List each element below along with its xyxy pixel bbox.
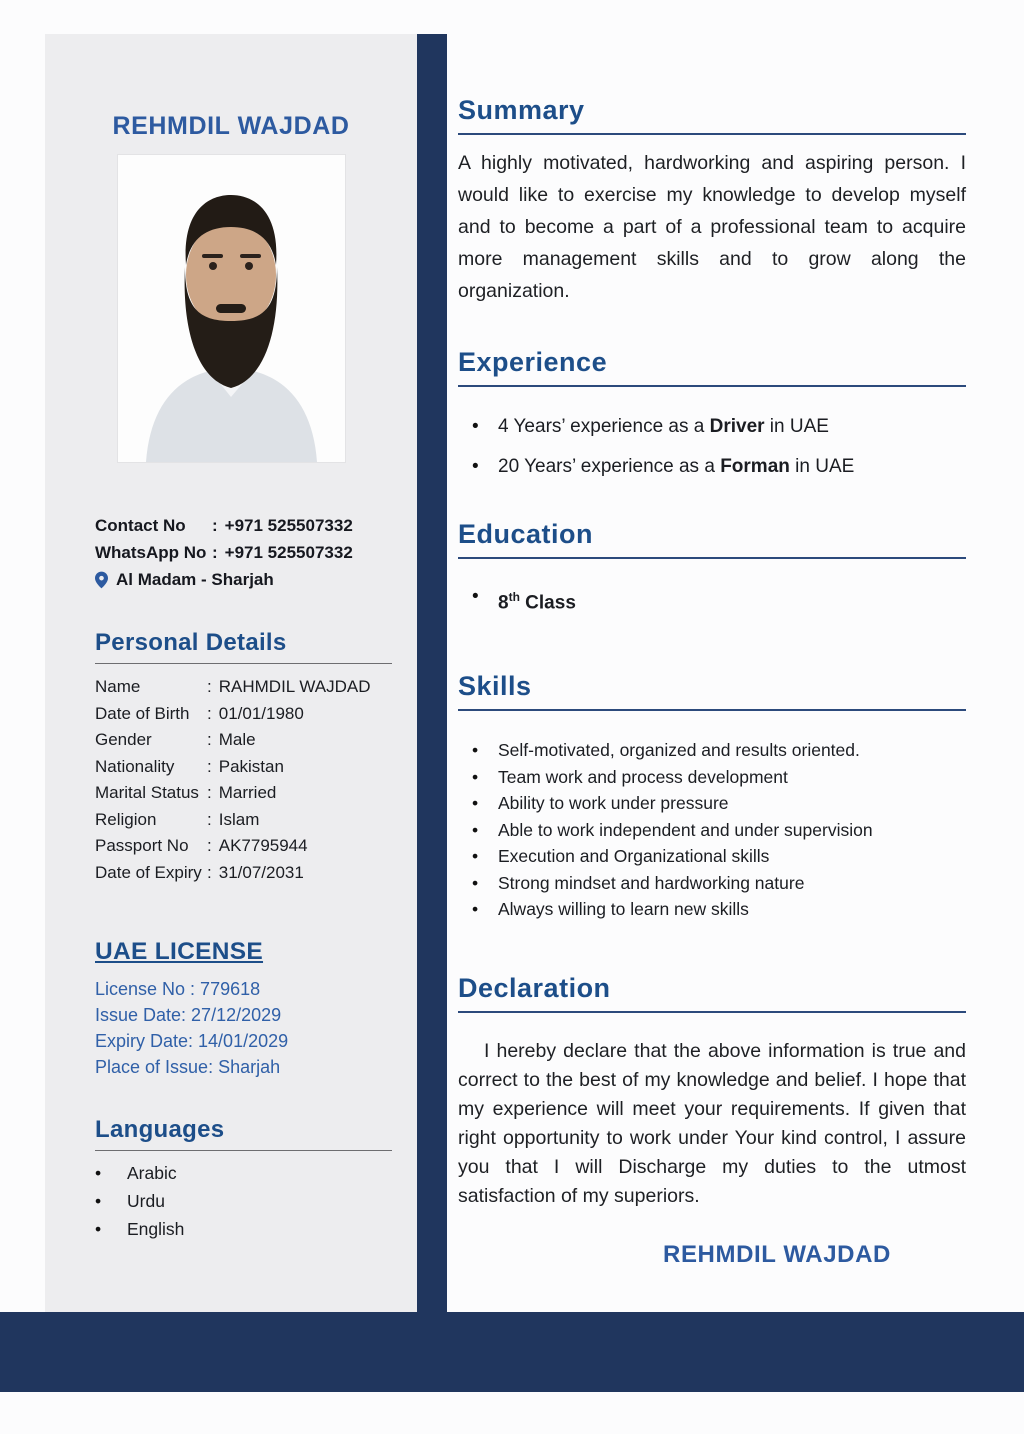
experience-text-pre: 4 Years’ experience as a: [498, 416, 710, 437]
bullet-icon: •: [472, 899, 479, 920]
experience-list: [458, 415, 966, 479]
contact-number-value: +971 525507332: [224, 516, 353, 535]
skills-list: [458, 737, 966, 923]
education-heading: Education: [458, 519, 966, 559]
row-value: Islam: [218, 809, 260, 829]
list-item: [458, 455, 966, 479]
colon: :: [207, 862, 212, 882]
list-item: [458, 790, 966, 817]
declaration-section: [458, 973, 966, 1269]
table-row: [95, 780, 397, 807]
bullet-icon: •: [95, 1191, 102, 1211]
list-item: [458, 415, 966, 439]
summary-section: [458, 95, 966, 307]
colon: :: [207, 677, 212, 696]
languages-list: [95, 1159, 392, 1243]
candidate-name: REHMDIL WAJDAD: [112, 112, 350, 140]
bullet-icon: •: [95, 1163, 102, 1183]
location-row: [95, 566, 392, 593]
row-value: 31/07/2031: [218, 862, 304, 882]
bullet-icon: •: [95, 1219, 102, 1239]
experience-heading: Experience: [458, 347, 966, 387]
bullet-icon: •: [472, 416, 479, 437]
row-label: Gender: [95, 730, 152, 749]
language-label: Urdu: [127, 1191, 165, 1211]
list-item: [458, 870, 966, 897]
list-item: [458, 896, 966, 923]
location-pin-icon: [95, 571, 108, 589]
colon: :: [212, 516, 218, 535]
summary-heading: Summary: [458, 95, 966, 135]
education-section: [458, 519, 966, 615]
table-row: [95, 701, 397, 728]
bullet-icon: •: [472, 846, 479, 867]
vertical-accent-bar: [417, 34, 447, 1312]
list-item: [458, 817, 966, 844]
colon: :: [207, 809, 212, 829]
colon: :: [207, 730, 212, 749]
education-grade: 8: [498, 592, 509, 614]
bullet-icon: •: [472, 766, 479, 787]
colon: :: [207, 703, 212, 723]
row-value: Male: [218, 730, 256, 749]
personal-details-heading: Personal Details: [95, 629, 392, 664]
bullet-icon: •: [472, 872, 479, 893]
experience-text-post: in UAE: [764, 416, 829, 437]
uae-license-heading: UAE LICENSE: [95, 938, 264, 965]
row-label: Date of Expiry: [95, 862, 202, 882]
contact-number-label: Contact No: [95, 516, 186, 535]
experience-section: [458, 347, 966, 479]
colon: :: [207, 836, 212, 855]
row-value: AK7795944: [218, 836, 308, 855]
experience-text-pre: 20 Years’ experience as a: [498, 456, 721, 477]
skill-text: Always willing to learn new skills: [498, 899, 749, 920]
education-text: [498, 585, 576, 615]
row-label: Name: [95, 677, 141, 696]
experience-text: [498, 455, 854, 479]
skill-text: Team work and process development: [498, 766, 788, 787]
language-label: Arabic: [127, 1163, 177, 1183]
colon: :: [207, 783, 212, 802]
list-item: [458, 843, 966, 870]
row-label: Date of Birth: [95, 703, 190, 723]
language-label: English: [127, 1219, 185, 1239]
contact-block: [95, 512, 392, 593]
whatsapp-number-label: WhatsApp No: [95, 543, 207, 562]
whatsapp-number-row: [95, 539, 392, 566]
experience-text-bold: Forman: [720, 456, 790, 477]
list-item: [95, 1187, 392, 1215]
experience-text-post: in UAE: [789, 456, 855, 477]
row-value: Pakistan: [218, 756, 284, 776]
declaration-heading: Declaration: [458, 973, 966, 1013]
license-line: Issue Date: 27/12/2029: [95, 1005, 282, 1025]
row-value: Married: [218, 783, 277, 802]
skill-text: Ability to work under pressure: [498, 793, 729, 814]
main-content: [458, 95, 966, 1269]
uae-license-block: [95, 976, 392, 1080]
table-row: [95, 674, 397, 701]
education-grade-suffix: th: [508, 590, 520, 604]
contact-number-row: [95, 512, 392, 539]
education-grade-rest: Class: [519, 592, 576, 614]
skill-text: Strong mindset and hardworking nature: [498, 872, 805, 893]
skill-text: Self-motivated, organized and results oriented.: [498, 740, 860, 761]
list-item: [458, 585, 966, 615]
table-row: [95, 754, 397, 781]
personal-details-table: [95, 674, 397, 886]
table-row: [95, 727, 397, 754]
row-label: Nationality: [95, 756, 175, 776]
list-item: [95, 1159, 392, 1187]
colon: :: [207, 756, 212, 776]
sidebar: [45, 34, 417, 1312]
license-line: Place of Issue: Sharjah: [95, 1057, 281, 1077]
experience-text: [498, 415, 829, 439]
license-line: License No : 779618: [95, 979, 261, 999]
colon: :: [212, 543, 218, 562]
signature-name: REHMDIL WAJDAD: [663, 1240, 891, 1268]
license-line: Expiry Date: 14/01/2029: [95, 1031, 289, 1051]
skills-heading: Skills: [458, 671, 966, 711]
bullet-icon: •: [472, 819, 479, 840]
bottom-accent-bar: [0, 1312, 1024, 1392]
row-value: 01/01/1980: [218, 703, 304, 723]
experience-text-bold: Driver: [709, 416, 765, 437]
languages-heading: Languages: [95, 1116, 392, 1151]
location-text: Al Madam - Sharjah: [116, 570, 274, 589]
row-label: Religion: [95, 809, 157, 829]
bullet-icon: •: [472, 586, 479, 607]
portrait-illustration: [118, 155, 345, 462]
whatsapp-number-value: +971 525507332: [224, 543, 353, 562]
skill-text: Execution and Organizational skills: [498, 846, 770, 867]
candidate-photo: [118, 155, 345, 462]
list-item: [458, 764, 966, 791]
row-label: Passport No: [95, 836, 189, 855]
skill-text: Able to work independent and under supervision: [498, 819, 873, 840]
row-value: RAHMDIL WAJDAD: [218, 677, 371, 696]
declaration-text: I hereby declare that the above information is true and correct to the best of my knowledge and belief. I hope that my experience will meet your requirements. If given that right opportunity to work under Your kind control, I assure you that I will Discharge my duties to the utmost satisfaction of my superiors.: [458, 1039, 966, 1207]
skills-section: [458, 671, 966, 923]
row-label: Marital Status: [95, 783, 199, 802]
summary-text: A highly motivated, hardworking and aspiring person. I would like to exercise my knowledge to develop myself and to become a part of a professional team to acquire more management skills and to grow along the organization.: [458, 152, 966, 302]
table-row: [95, 833, 397, 860]
bullet-icon: •: [472, 793, 479, 814]
table-row: [95, 860, 397, 887]
list-item: [458, 737, 966, 764]
list-item: [95, 1215, 392, 1243]
bullet-icon: •: [472, 456, 479, 477]
table-row: [95, 807, 397, 834]
bullet-icon: •: [472, 740, 479, 761]
